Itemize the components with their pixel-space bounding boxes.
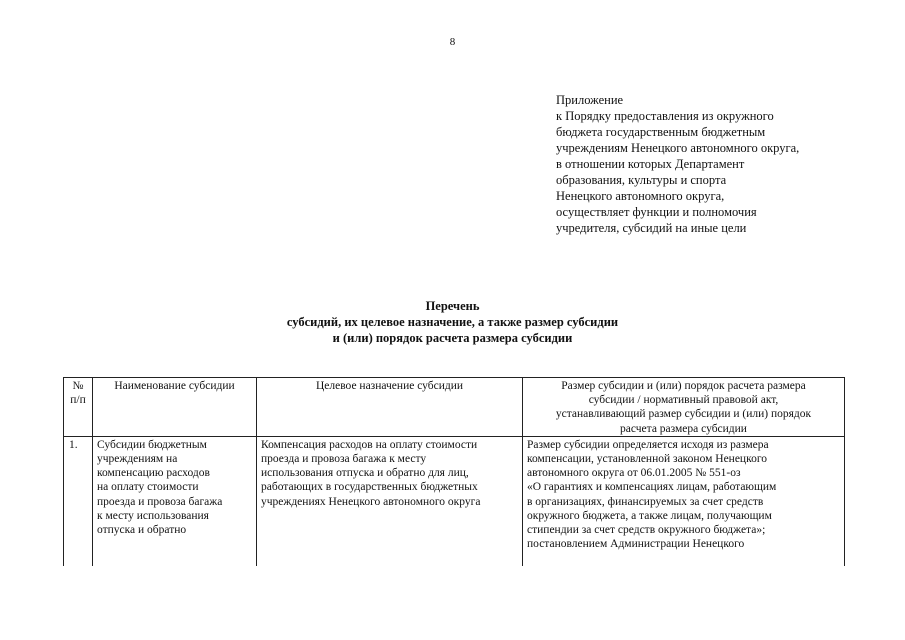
header-purpose — [257, 378, 523, 437]
header-line: Размер субсидии и (или) порядок расчета размера — [561, 380, 806, 392]
cell-line: к месту использования — [97, 509, 209, 522]
table-header-row — [64, 378, 845, 437]
header-line: п/п — [70, 394, 86, 407]
cell-line: окружного бюджета, а также лицам, получающим — [527, 509, 772, 522]
appendix-line: учреждениям Ненецкого автономного округа, — [556, 141, 800, 155]
cell-line: Компенсация расходов на оплату стоимости — [261, 438, 478, 451]
cell-line: работающих в государственных бюджетных — [261, 481, 478, 494]
table-row — [64, 436, 845, 566]
appendix-line: Ненецкого автономного округа, — [556, 189, 725, 203]
cell-line: проезда и провоза багажа к месту — [261, 453, 427, 466]
cell-line: использования отпуска и обратно для лиц, — [261, 467, 469, 480]
cell-purpose — [257, 436, 523, 566]
cell-size — [523, 436, 845, 566]
cell-line: автономного округа от 06.01.2005 № 551-оз — [527, 467, 741, 480]
header-line: субсидии / нормативный правовой акт, — [588, 394, 779, 407]
cell-line: на оплату стоимости — [97, 481, 199, 494]
header-line: расчета размера субсидии — [620, 422, 747, 435]
cell-line: Субсидии бюджетным — [97, 438, 207, 451]
appendix-line: бюджета государственным бюджетным — [556, 125, 766, 139]
appendix-line: к Порядку предоставления из окружного — [556, 109, 774, 123]
title-line: и (или) порядок расчета размера субсидии — [332, 331, 573, 345]
appendix-line: учредителя, субсидий на иные цели — [556, 221, 747, 235]
page-number: 8 — [449, 36, 456, 48]
header-line: № — [72, 380, 84, 392]
appendix-line: образования, культуры и спорта — [556, 173, 727, 187]
header-number — [64, 378, 93, 437]
cell-line: проезда и провоза багажа — [97, 495, 223, 508]
subsidies-table — [63, 377, 845, 566]
header-line: Целевое назначение субсидии — [315, 380, 464, 392]
title-line: Перечень — [425, 299, 480, 313]
cell-line: стипендии за счет средств окружного бюджета»; — [527, 524, 766, 537]
appendix-line: в отношении которых Департамент — [556, 157, 745, 171]
cell-number: 1. — [64, 436, 93, 566]
cell-line: «О гарантиях и компенсациях лицам, работающим — [527, 481, 777, 494]
cell-line: учреждениям на — [97, 453, 178, 466]
cell-line: в организациях, финансируемых за счет средств — [527, 495, 764, 508]
cell-name — [93, 436, 257, 566]
appendix-line: Приложение — [556, 93, 624, 107]
header-line: Наименование субсидии — [114, 380, 235, 392]
header-line: устанавливающий размер субсидии и (или) порядок — [555, 408, 812, 421]
cell-line: компенсацию расходов — [97, 467, 210, 480]
header-name — [93, 378, 257, 437]
cell-line: компенсации, установленной законом Ненецкого — [527, 453, 768, 466]
document-title — [0, 298, 905, 346]
appendix-line: осуществляет функции и полномочия — [556, 205, 757, 219]
cell-line: отпуска и обратно — [97, 524, 187, 537]
cell-line: учреждениях Ненецкого автономного округа — [261, 495, 481, 508]
appendix-reference — [556, 92, 856, 236]
cell-line: Размер субсидии определяется исходя из размера — [527, 438, 769, 451]
title-line: субсидий, их целевое назначение, а также размер субсидии — [286, 315, 619, 329]
header-size — [523, 378, 845, 437]
cell-line: постановлением Администрации Ненецкого — [527, 538, 745, 551]
